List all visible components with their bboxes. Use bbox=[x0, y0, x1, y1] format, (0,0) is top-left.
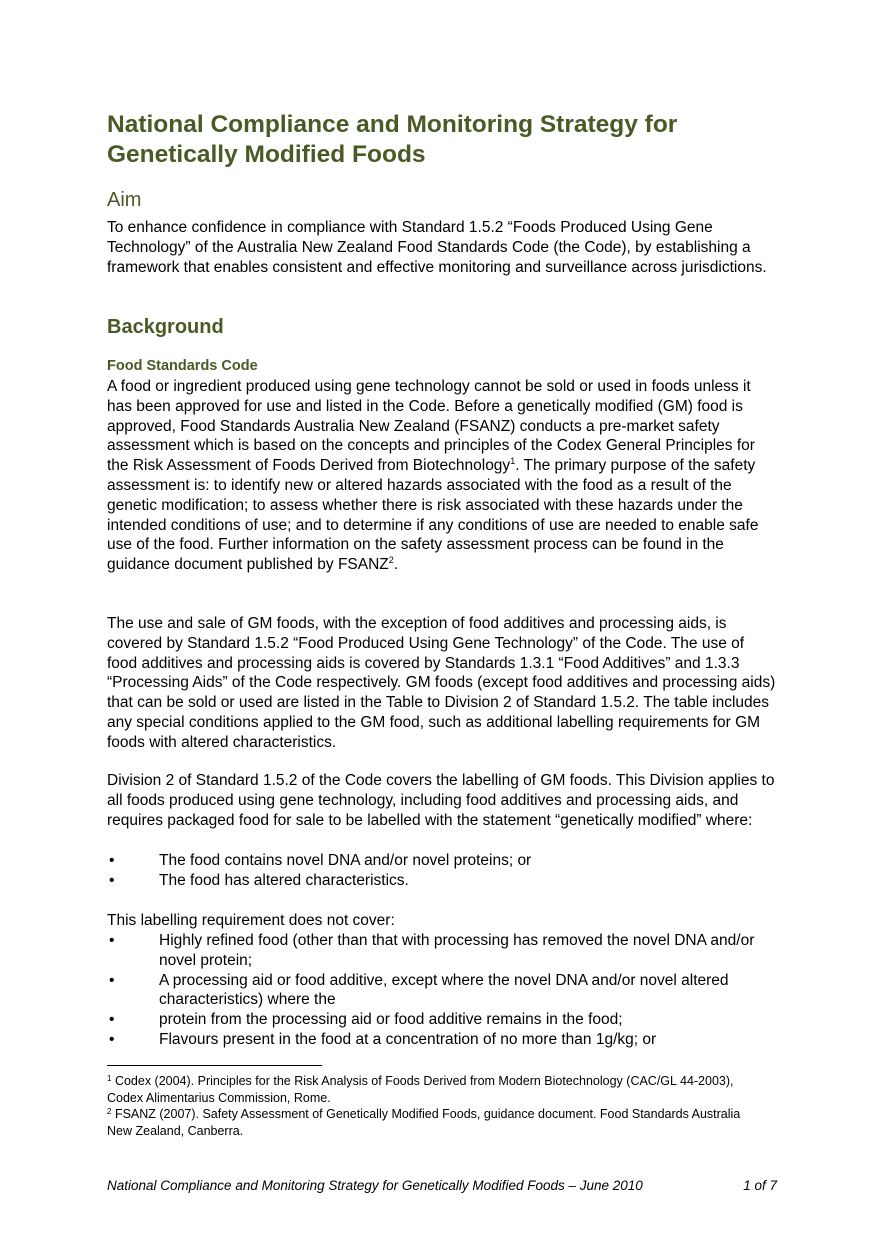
bullet-icon: • bbox=[109, 1030, 115, 1048]
footnote-1: $^1$ Codex (2004). Principles for the Risk Analysis of Foods Derived from Modern Biotechnology (CAC/GL 44-2003), Codex Alimentarius Commission, Rome. bbox=[107, 1074, 734, 1105]
aim-heading: Aim bbox=[107, 189, 142, 211]
bullet-icon: • bbox=[109, 871, 115, 889]
background-heading: Background bbox=[107, 316, 224, 338]
list-item: • The food has altered characteristics. bbox=[109, 871, 409, 889]
footnote-separator bbox=[107, 1065, 322, 1066]
background-paragraph-2: The use and sale of GM foods, with the exception of food additives and processing aids, is covered by Standard 1.5.2 “Food Produced Using Gene Technology” of the Code. The use of food additives and processing aids is covered by Standards 1.3.1 “Food Additives” and 1.3.3 “Processing Aids” of the Code respectively. GM foods (except food additives and processing aids) that can be sold or used are listed in the Table to Division 2 of Standard 1.5.2. The table includes any special conditions applied to the GM food, such as additional labelling requirements for GM foods with altered characteristics. bbox=[107, 615, 776, 751]
list-item: • Flavours present in the food at a concentration of no more than 1g/kg; or bbox=[109, 1030, 657, 1048]
footer-document-title: National Compliance and Monitoring Strategy for Genetically Modified Foods – June 2010 bbox=[107, 1178, 643, 1193]
list-item: • Highly refined food (other than that with processing has removed the novel DNA and/or novel protein; bbox=[109, 932, 755, 969]
background-paragraph-1: A food or ingredient produced using gene technology cannot be sold or used in foods unless it has been approved for use and listed in the Code. Before a genetically modified (GM) food is approved, Food Standards Australia New Zealand (FSANZ) conducts a pre-market safety assessment which is based on the concepts and principles of the Codex General Principles for the Risk Assessment of Foods Derived from Biotechnology$^1$. The primary purpose of the safety assessment is: to identify new or altered hazards associated with the food as a result of the genetic modification; to assess whether there is risk associated with these hazards under the intended conditions of use; and to determine if any conditions of use are needed to enable safe use of the food. Further information on the safety assessment process can be found in the guidance document published by FSANZ$^2$. bbox=[107, 378, 759, 574]
bullet-icon: • bbox=[109, 932, 115, 949]
footnote-ref-1[interactable]: 1 bbox=[510, 456, 516, 467]
labelling-conditions-list bbox=[107, 851, 777, 891]
aim-paragraph: To enhance confidence in compliance with Standard 1.5.2 “Foods Produced Using Gene Technology” of the Australia New Zealand Food Standards Code (the Code), by establishing a framework that enables consistent and effective monitoring and surveillance across jurisdictions. bbox=[107, 219, 767, 276]
page-number: 1 of 7 bbox=[743, 1178, 777, 1193]
bullet-icon: • bbox=[109, 971, 115, 989]
page-footer bbox=[107, 1178, 777, 1194]
list-item: • A processing aid or food additive, except where the novel DNA and/or novel altered characteristics) where the bbox=[109, 971, 729, 1009]
exemptions-list bbox=[107, 931, 777, 1050]
list-item: • protein from the processing aid or food additive remains in the food; bbox=[109, 1011, 623, 1029]
bullet-icon: • bbox=[109, 852, 115, 869]
list-item: • The food contains novel DNA and/or novel proteins; or bbox=[109, 852, 532, 869]
bullet-icon: • bbox=[109, 1011, 115, 1029]
document-title: National Compliance and Monitoring Strategy for Genetically Modified Foods bbox=[107, 111, 678, 168]
footnote-2: $^2$ FSANZ (2007). Safety Assessment of Genetically Modified Foods, guidance document. Food Standards Australia New Zealand, Canberra. bbox=[107, 1107, 741, 1138]
footnote-ref-2[interactable]: 2 bbox=[388, 555, 394, 566]
food-standards-code-subheading: Food Standards Code bbox=[107, 358, 258, 374]
background-paragraph-4: This labelling requirement does not cover: bbox=[107, 912, 395, 929]
background-paragraph-3: Division 2 of Standard 1.5.2 of the Code covers the labelling of GM foods. This Division applies to all foods produced using gene technology, including food additives and processing aids, and requires packaged food for sale to be labelled with the statement “genetically modified” where: bbox=[107, 772, 775, 829]
